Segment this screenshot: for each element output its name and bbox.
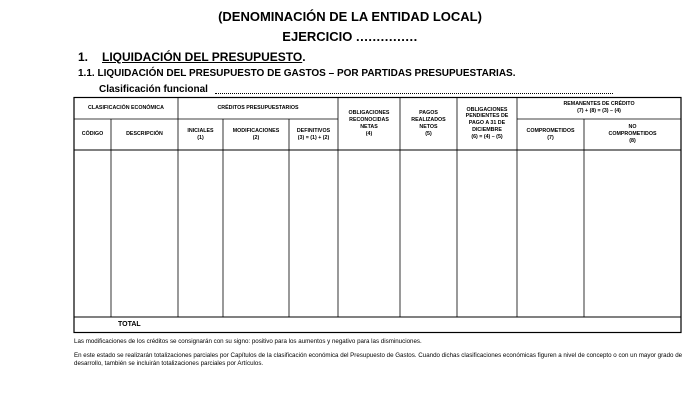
column-header-codigo: CÓDIGO: [81, 131, 104, 138]
section-number: 1.: [78, 50, 89, 64]
column-header-obligaciones-reconocidas: OBLIGACIONES RECONOCIDAS NETAS (4): [348, 110, 390, 137]
column-header-comprometidos: COMPROMETIDOS (7): [526, 127, 575, 141]
column-header-iniciales: INICIALES (1): [187, 127, 214, 141]
header-clasificacion-economica: CLASIFICACIÓN ECONÓMICA: [88, 104, 164, 111]
footnote-totalizaciones: En este estado se realizarán totalizaciones parciales por Capítulos de la clasificación económica del Presupuesto de Gastos. Cuando dichas clasificaciones económicas figuren a nivel de concepto o con un mayor grado de desarrollo, también se incluirán totalizaciones parciales por Artículos.: [74, 352, 683, 368]
subsection-heading: 1.1. LIQUIDACIÓN DEL PRESUPUESTO DE GASTOS – POR PARTIDAS PRESUPUESTARIAS.: [78, 68, 516, 79]
column-header-modificaciones: MODIFICACIONES (2): [232, 127, 280, 141]
column-header-pagos-realizados: PAGOS REALIZADOS NETOS (5): [411, 110, 446, 137]
column-header-no-comprometidos: NO COMPROMETIDOS (8): [608, 124, 657, 144]
entity-title: (DENOMINACIÓN DE LA ENTIDAD LOCAL): [218, 9, 482, 24]
clasificacion-funcional-label: Clasificación funcional: [99, 84, 208, 95]
footnote-modificaciones: Las modificaciones de los créditos se consignarán con su signo: positivo para los aumentos y negativo para las disminuciones.: [74, 338, 422, 345]
column-header-definitivos: DEFINITIVOS (3) = (1) + (2): [296, 127, 331, 141]
total-row-label: TOTAL: [118, 321, 141, 328]
column-header-descripcion: DESCRIPCIÓN: [126, 131, 163, 138]
ejercicio-dots: ...............: [356, 29, 418, 44]
ejercicio-label: EJERCICIO: [282, 29, 353, 44]
header-remanentes-credito: REMANENTES DE CRÉDITO (7) + (8) = (3) – (4): [563, 101, 635, 115]
column-header-obligaciones-pendientes: OBLIGACIONES PENDIENTES DE PAGO A 31 DE DICIEMBRE (6) = (4) – (5): [465, 106, 509, 141]
section-title: LIQUIDACIÓN DEL PRESUPUESTO: [102, 50, 303, 64]
section-title-suffix: .: [302, 50, 306, 64]
header-creditos-presupuestarios: CRÉDITOS PRESUPUESTARIOS: [217, 104, 299, 111]
